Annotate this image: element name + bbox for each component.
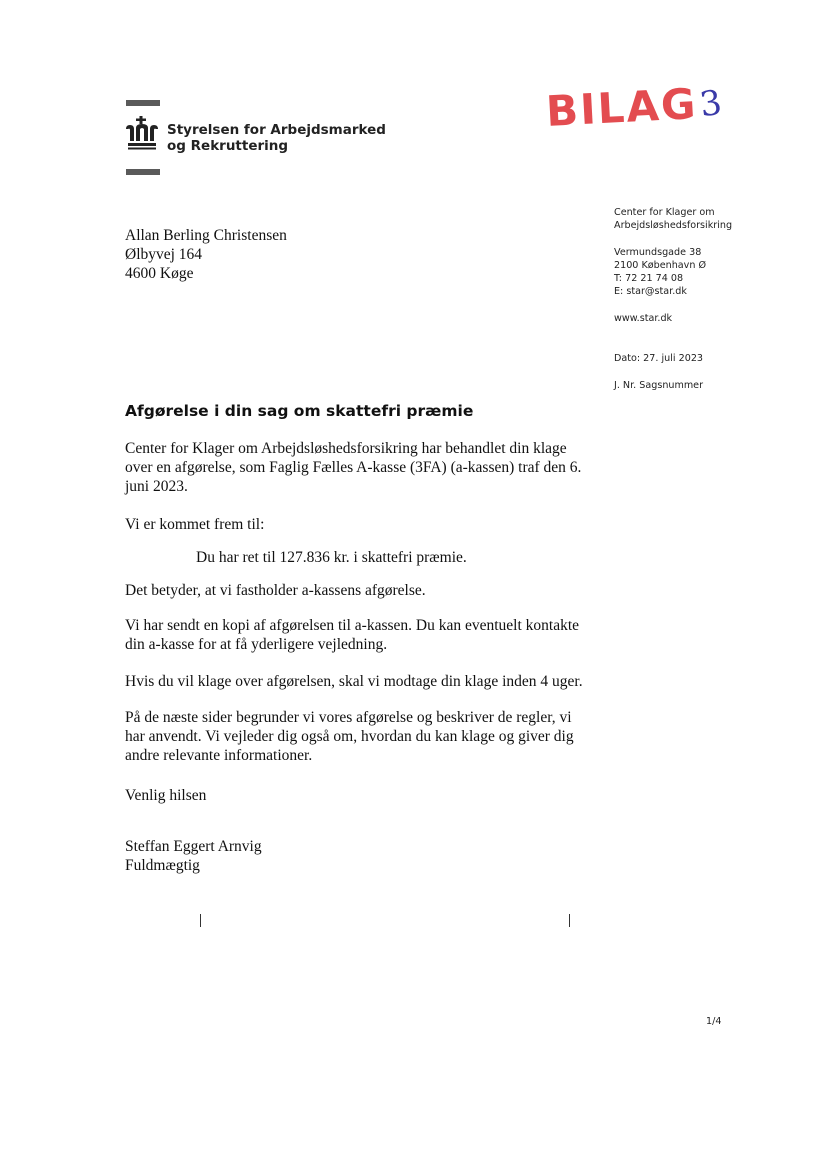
center-name-line2: Arbejdsløshedsforsikring — [614, 220, 733, 231]
crown-icon — [122, 115, 162, 151]
paragraph-next-pages: På de næste sider begrunder vi vores afgørelse og beskriver de regler, vi har anvendt. Vi vejleder dig også om, hvordan du kan klage og giver dig andre relevante informationer. — [125, 709, 574, 764]
org-name-line1: Styrelsen for Arbejdsmarked — [167, 122, 386, 138]
address-line2: 2100 København Ø — [614, 260, 707, 271]
sender-sidebar — [614, 206, 814, 392]
scan-mark-left — [200, 914, 201, 927]
signer-title: Fuldmægtig — [125, 857, 200, 874]
closing: Venlig hilsen — [125, 787, 207, 804]
logo-bar-top — [126, 100, 160, 106]
page-number: 1/4 — [706, 1016, 722, 1027]
logo-bar-bottom — [126, 169, 160, 175]
org-name-line2: og Rekruttering — [167, 138, 289, 154]
recipient-street: Ølbyvej 164 — [125, 246, 203, 263]
journal-number: J. Nr. Sagsnummer — [614, 380, 704, 391]
phone: T: 72 21 74 08 — [614, 273, 684, 284]
email: E: star@star.dk — [614, 286, 687, 297]
paragraph-intro: Center for Klager om Arbejdsløshedsforsikring har behandlet din klage over en afgørelse, som Faglig Fælles A-kasse (3FA) (a-kassen) traf den 6. juni 2023. — [125, 440, 582, 495]
recipient-city: 4600 Køge — [125, 265, 194, 282]
paragraph-copy: Vi har sendt en kopi af afgørelsen til a-kassen. Du kan eventuelt kontakte din a-kasse for at få yderligere vejledning. — [125, 617, 580, 653]
bilag-number: 3 — [697, 82, 725, 126]
website: www.star.dk — [614, 313, 673, 324]
paragraph-complaint-deadline: Hvis du vil klage over afgørelsen, skal vi modtage din klage inden 4 uger. — [125, 673, 583, 690]
org-name — [167, 122, 386, 154]
letter-title: Afgørelse i din sag om skattefri præmie — [125, 402, 474, 420]
scan-mark-right — [569, 914, 570, 927]
recipient-name: Allan Berling Christensen — [125, 227, 287, 244]
signer-name: Steffan Eggert Arnvig — [125, 838, 262, 855]
paragraph-conclusion-lead: Vi er kommet frem til: — [125, 516, 265, 533]
decision-statement: Du har ret til 127.836 kr. i skattefri præmie. — [196, 549, 467, 566]
recipient-address — [125, 226, 287, 283]
address-line1: Vermundsgade 38 — [614, 247, 702, 258]
letter-body — [125, 439, 590, 875]
center-name-line1: Center for Klager om — [614, 207, 715, 218]
bilag-stamp: BILAG — [544, 79, 699, 136]
letter-date: Dato: 27. juli 2023 — [614, 353, 704, 364]
paragraph-meaning: Det betyder, at vi fastholder a-kassens afgørelse. — [125, 582, 426, 599]
